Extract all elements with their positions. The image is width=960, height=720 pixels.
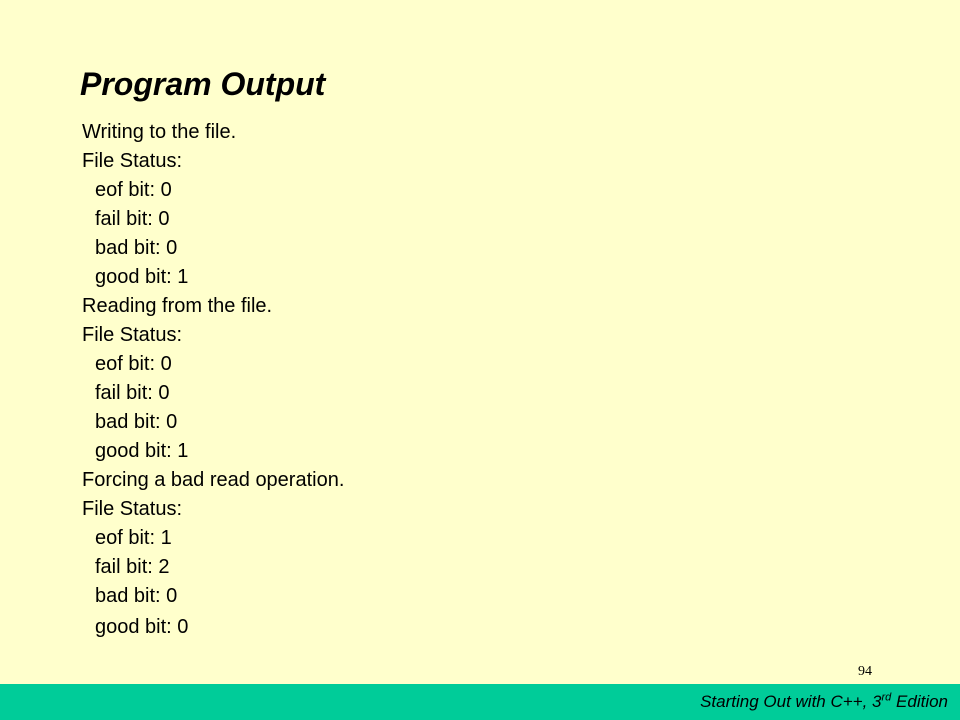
program-output-list [82, 118, 344, 642]
output-line: eof bit: 0 [95, 353, 172, 375]
footer-title-superscript: rd [881, 691, 892, 704]
output-line: File Status: [82, 498, 183, 520]
output-line: fail bit: 0 [95, 208, 170, 230]
output-line: File Status: [82, 324, 183, 346]
footer-book-title [700, 692, 948, 712]
output-line: Forcing a bad read operation. [82, 469, 345, 491]
footer-title-suffix: Edition [891, 692, 948, 711]
slide-title: Program Output [80, 66, 326, 102]
footer-bar [0, 684, 960, 720]
output-line: bad bit: 0 [95, 411, 178, 433]
page-number: 94 [858, 664, 872, 679]
output-line: fail bit: 2 [95, 556, 170, 578]
output-line: Reading from the file. [82, 295, 273, 317]
footer-title-prefix: Starting Out with C++, 3 [700, 692, 882, 711]
output-line: File Status: [82, 150, 183, 172]
output-line: good bit: 1 [95, 440, 189, 462]
output-line: bad bit: 0 [95, 237, 178, 259]
output-line: Writing to the file. [82, 121, 237, 143]
output-line: bad bit: 0 [95, 585, 178, 607]
output-line: eof bit: 1 [95, 527, 172, 549]
output-line: fail bit: 0 [95, 382, 170, 404]
output-line: good bit: 1 [95, 266, 189, 288]
output-line: eof bit: 0 [95, 179, 172, 201]
output-line: good bit: 0 [95, 616, 189, 638]
